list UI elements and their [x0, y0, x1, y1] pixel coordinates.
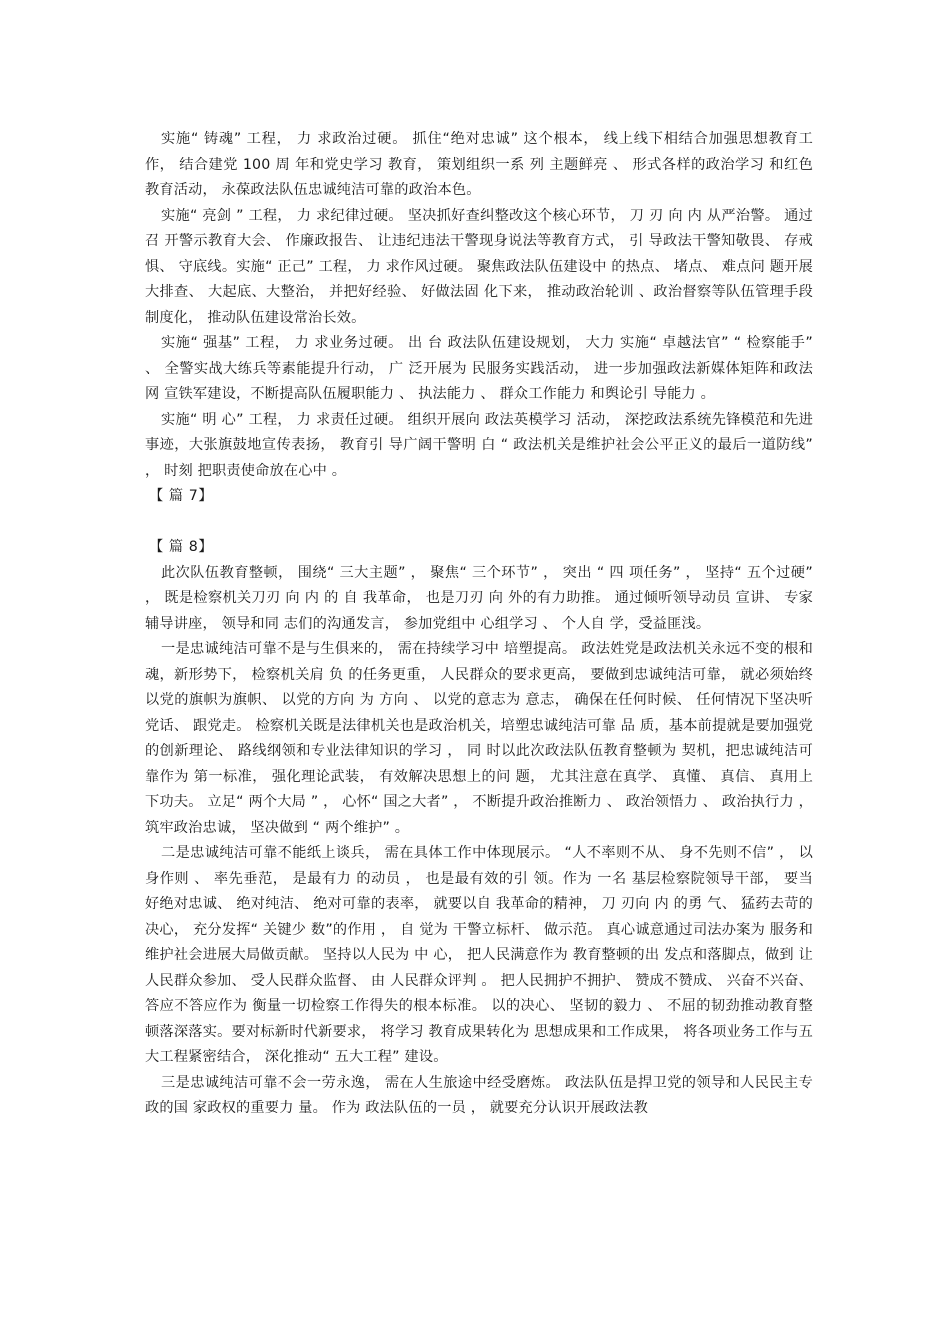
paragraph-point-1: 一是忠诚纯洁可靠不是与生俱来的， 需在持续学习中 培塑提高。 政法姓党是政法机关永远不变的根和魂，新形势下， 检察机关肩 负 的任务更重， 人民群众的要求更高， 要做到忠诚纯洁可靠， 就必须始终以党的旗帜为旗帜、 以党的方向 为 方向 、 以党的意志为 意志， 确保在任何时候、 任何情况下坚决听党话、 跟党走。 检察机关既是法律机关也是政治机关，培塑忠诚纯洁可靠 品 质，基本前提就是要加强党的创新理论、 路线纲领和专业法律知识的学习 ， 同 时以此次政法队伍教育整顿为 契机，把忠诚纯洁可靠作为 第一标准， 强化理论武装， 有效解决思想上的问 题， 尤其注意在真学、 真懂、 真信、 真用上下功夫。 立足“ 两个大局 ” ， 心怀“ 国之大者” ， 不断提升政治推断力 、 政治领悟力 、 政治执行力 ， 筑牢政治忠诚， 坚决做到 “ 两个维护” 。 — [145, 641, 813, 836]
paragraph-intro-8: 此次队伍教育整顿， 围绕“ 三大主题” ， 聚焦“ 三个环节” ， 突出 “ 四 项任务” ， 坚持“ 五个过硬” ， 既是检察机关刀刃 向 内 的 自 我革命， 也是刀刃 向 外的有力助推。 通过倾听领导动员 宣讲、 专家辅导讲座， 领导和同 志们的沟通发言， 参加党组中 心组学习 、 个人自 学，受益匪浅。 — [145, 564, 813, 632]
document-body — [145, 127, 813, 1122]
paragraph-point-2: 二是忠诚纯洁可靠不能纸上谈兵， 需在具体工作中体现展示。 “人不率则不从、 身不先则不信” ， 以身作则 、 率先垂范， 是最有力 的动员 ， 也是最有效的引 领。作为 一名 基层检察院领导干部， 要当 好绝对忠诚、 绝对纯洁、 绝对可靠的表率， 就要以自 我革命的精神， 刀 刃向 内 的勇 气、 猛药去苛的决心， 充分发挥“ 关键少 数”的作用 ， 自 觉为 干警立标杆、 做示范。 真心诚意通过司法办案为 服务和维护社会进展大局做贡献。 坚持以人民为 中 心， 把人民满意作为 教育整顿的出 发点和落脚点，做到 让人民群众参加、 受人民群众监督、 由 人民群众评判 。 把人民拥护不拥护、 赞成不赞成、 兴奋不兴奋、 答应不答应作为 衡量一切检察工作得失的根本标准。 以的决心、 坚韧的毅力 、 不屈的韧劲推动教育整顿落深落实。要对标新时代新要求， 将学习 教育成果转化为 思想成果和工作成果， 将各项业务工作与五大工程紧密结合， 深化推动“ 五大工程” 建设。 — [145, 845, 813, 1065]
paragraph-liangjian: 实施“ 亮剑 ” 工程， 力 求纪律过硬。 坚决抓好查纠整改这个核心环节， 刀 刃 向 内 从严治警。 通过召 开警示教育大会、 作廉政报告、 让违纪违法干警现身说法等教育方式， 引 导政法干警知敬畏、 存戒惧、 守底线。实施“ 正己” 工程， 力 求作风过硬。 聚焦政法队伍建设中 的热点、 堵点、 难点问 题开展大排查、 大起底、大整治， 并把好经验、 好做法固 化下来， 推动政治轮训 、政治督察等队伍管理手段制度化， 推动队伍建设常治长效。 — [145, 207, 813, 326]
blank-line — [145, 510, 813, 536]
paragraph-point-3: 三是忠诚纯洁可靠不会一劳永逸， 需在人生旅途中经受磨炼。 政法队伍是捍卫党的领导和人民民主专政的国 家政权的重要力 量。 作为 政法队伍的一员 ， 就要充分认识开展政法教 — [145, 1074, 813, 1116]
section-heading-8: 【 篇 8】 — [149, 539, 214, 555]
paragraph-mingxin: 实施“ 明 心” 工程， 力 求责任过硬。 组织开展向 政法英模学习 活动， 深挖政法系统先锋模范和先进事迹，大张旗鼓地宣传表扬， 教育引 导广阔干警明 白 “ 政法机关是维护社会公平正义的最后一道防线” ， 时刻 把职责使命放在心中 。 — [145, 411, 813, 479]
paragraph-zhuhun: 实施“ 铸魂” 工程， 力 求政治过硬。 抓住“绝对忠诚” 这个根本， 线上线下相结合加强思想教育工作， 结合建党 100 周 年和党史学习 教育， 策划组织一系 列 主题鲜亮 、 形式各样的政治学习 和红色教育活动， 永葆政法队伍忠诚纯洁可靠的政治本色。 — [145, 131, 813, 198]
paragraph-qiangji: 实施“ 强基” 工程， 力 求业务过硬。 出 台 政法队伍建设规划， 大力 实施“ 卓越法官” “ 检察能手” 、 全警实战大练兵等素能提升行动， 广 泛开展为 民服务实践活动， 进一步加强政法新媒体矩阵和政法网 宣铁军建设，不断提高队伍履职能力 、 执法能力 、 群众工作能力 和舆论引 导能力 。 — [145, 335, 813, 402]
section-heading-7: 【 篇 7】 — [149, 488, 214, 504]
